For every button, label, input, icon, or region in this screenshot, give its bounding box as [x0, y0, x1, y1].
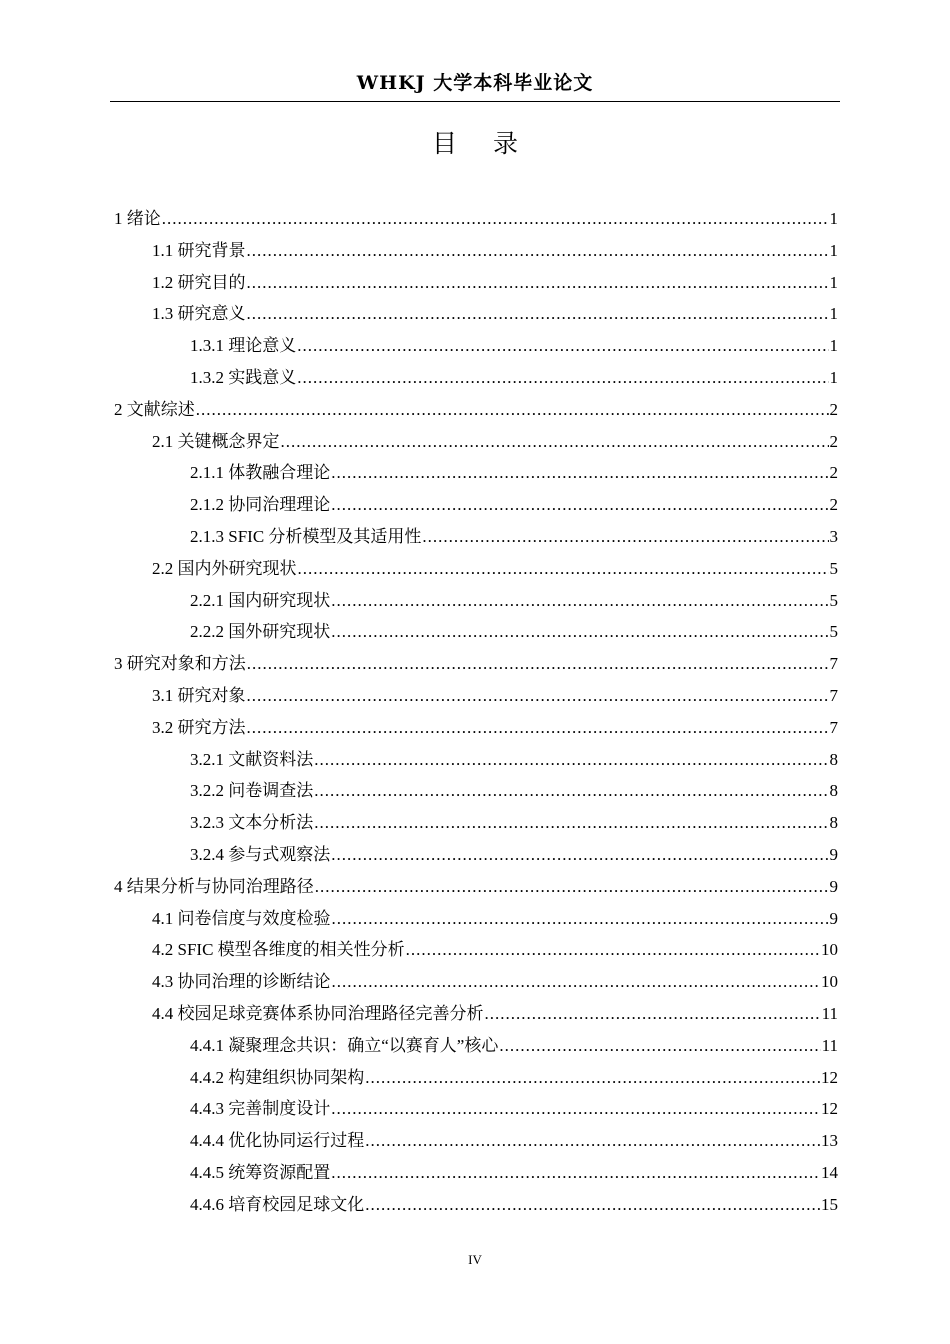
dot-leader: [485, 998, 821, 1030]
dot-leader: [315, 871, 829, 903]
toc-entry-page: 1: [829, 367, 838, 387]
toc-entry-page: 7: [829, 717, 838, 737]
toc-entry[interactable]: [114, 553, 838, 585]
toc-entry[interactable]: [114, 298, 838, 330]
toc-entry-title: 2.1.2 协同治理理论: [190, 495, 331, 515]
toc-entry-title: 4.4.4 优化协同运行过程: [190, 1131, 365, 1151]
toc-entry-page: 12: [821, 1067, 838, 1087]
toc-entry-page: 9: [829, 876, 838, 896]
toc-entry-page: 1: [829, 209, 838, 228]
page-title: 目 录: [432, 129, 532, 158]
toc-entry[interactable]: [114, 1157, 838, 1189]
toc-entry-title: 1.2 研究目的: [152, 272, 246, 292]
running-header: WHKJ 大学本科毕业论文: [356, 72, 594, 94]
toc-entry-title: 2.2.1 国内研究现状: [190, 590, 331, 610]
toc-entry-title: 2.1.3 SFIC 分析模型及其适用性: [190, 526, 422, 546]
table-of-contents: [114, 203, 838, 1221]
dot-leader: [365, 1125, 820, 1157]
dot-leader: [331, 585, 828, 617]
page-number: IV: [468, 1252, 482, 1267]
toc-entry-page: 2: [829, 495, 838, 515]
toc-entry[interactable]: [114, 489, 838, 521]
toc-entry-title: 4.4.2 构建组织协同架构: [190, 1067, 365, 1087]
header-divider: [110, 101, 840, 102]
toc-entry-title: 1.1 研究背景: [152, 240, 246, 260]
dot-leader: [365, 1189, 820, 1221]
toc-entry[interactable]: [114, 267, 838, 299]
dot-leader: [298, 553, 829, 585]
toc-entry[interactable]: [114, 712, 838, 744]
toc-entry-title: 4.4.5 统筹资源配置: [190, 1162, 331, 1182]
toc-entry[interactable]: [114, 362, 838, 394]
toc-entry[interactable]: [114, 871, 838, 903]
toc-entry-title: 1.3 研究意义: [152, 304, 246, 324]
toc-entry-title: 4.4.1 凝聚理念共识：确立“以赛育人”核心: [190, 1035, 499, 1055]
dot-leader: [331, 1093, 820, 1125]
toc-entry-title: 1.3.2 实践意义: [190, 367, 297, 387]
toc-entry[interactable]: [114, 648, 838, 680]
toc-entry[interactable]: [114, 775, 838, 807]
toc-entry[interactable]: [114, 330, 838, 362]
toc-entry[interactable]: [114, 839, 838, 871]
toc-entry[interactable]: [114, 1093, 838, 1125]
dot-leader: [247, 235, 829, 267]
dot-leader: [331, 616, 828, 648]
toc-entry-page: 7: [829, 685, 838, 705]
toc-entry-title: 4.1 问卷信度与效度检验: [152, 908, 331, 928]
dot-leader: [281, 426, 829, 458]
dot-leader: [331, 1157, 820, 1189]
dot-leader: [314, 807, 828, 839]
toc-entry-page: 10: [821, 940, 838, 960]
toc-entry-page: 13: [821, 1131, 838, 1151]
toc-entry-title: 2.2 国内外研究现状: [152, 558, 297, 578]
toc-entry[interactable]: [114, 744, 838, 776]
dot-leader: [247, 648, 829, 680]
toc-entry-title: 4.4.3 完善制度设计: [190, 1099, 331, 1119]
toc-entry-page: 15: [821, 1194, 838, 1214]
dot-leader: [297, 362, 828, 394]
toc-entry-page: 9: [829, 844, 838, 864]
dot-leader: [331, 489, 828, 521]
toc-entry-page: 8: [829, 781, 838, 801]
toc-entry-title: 4.2 SFIC 模型各维度的相关性分析: [152, 940, 405, 960]
toc-entry-page: 2: [829, 399, 838, 419]
toc-entry-title: 1.3.1 理论意义: [190, 336, 297, 356]
toc-entry-page: 1: [829, 240, 838, 260]
toc-entry-title: 3.2.1 文献资料法: [190, 749, 314, 769]
toc-entry-title: 3.2.3 文本分析法: [190, 813, 314, 833]
dot-leader: [297, 330, 828, 362]
dot-leader: [406, 934, 820, 966]
toc-entry-page: 5: [829, 558, 838, 578]
toc-entry-title: 3.2.4 参与式观察法: [190, 844, 331, 864]
toc-entry-title: 2.2.2 国外研究现状: [190, 622, 331, 642]
toc-entry-title: 4.4.6 培育校园足球文化: [190, 1194, 365, 1214]
dot-leader: [332, 966, 821, 998]
toc-entry[interactable]: [114, 426, 838, 458]
dot-leader: [162, 203, 829, 235]
toc-entry[interactable]: [114, 235, 838, 267]
toc-entry[interactable]: [114, 394, 838, 426]
toc-entry[interactable]: [114, 1030, 838, 1062]
dot-leader: [332, 903, 829, 935]
dot-leader: [331, 839, 828, 871]
toc-entry-title: 1 绪论: [114, 209, 161, 228]
toc-entry-page: 3: [829, 526, 838, 546]
toc-entry-title: 2 文献综述: [114, 399, 195, 419]
toc-entry-page: 12: [821, 1099, 838, 1119]
toc-entry-page: 1: [829, 304, 838, 324]
dot-leader: [196, 394, 829, 426]
toc-entry[interactable]: [114, 203, 838, 235]
toc-entry[interactable]: [114, 807, 838, 839]
toc-entry-page: 5: [829, 622, 838, 642]
toc-entry-title: 3.1 研究对象: [152, 685, 246, 705]
toc-entry-page: 1: [829, 336, 838, 356]
toc-entry[interactable]: [114, 998, 838, 1030]
toc-entry-page: 1: [829, 272, 838, 292]
dot-leader: [247, 267, 829, 299]
toc-entry[interactable]: [114, 680, 838, 712]
toc-entry[interactable]: [114, 1189, 838, 1221]
dot-leader: [365, 1062, 820, 1094]
toc-entry[interactable]: [114, 616, 838, 648]
toc-entry[interactable]: [114, 934, 838, 966]
dot-leader: [247, 680, 829, 712]
toc-entry-title: 4.4 校园足球竞赛体系协同治理路径完善分析: [152, 1003, 484, 1023]
toc-entry[interactable]: [114, 1062, 838, 1094]
toc-entry-title: 4.3 协同治理的诊断结论: [152, 972, 331, 992]
toc-entry[interactable]: [114, 1125, 838, 1157]
dot-leader: [247, 712, 829, 744]
toc-entry[interactable]: [114, 903, 838, 935]
toc-entry-title: 3.2.2 问卷调查法: [190, 781, 314, 801]
toc-entry-page: 11: [821, 1035, 838, 1055]
toc-entry-title: 3.2 研究方法: [152, 717, 246, 737]
dot-leader: [314, 775, 828, 807]
toc-entry-page: 8: [829, 749, 838, 769]
toc-entry-page: 14: [821, 1162, 838, 1182]
toc-entry-page: 8: [829, 813, 838, 833]
toc-entry[interactable]: [114, 585, 838, 617]
dot-leader: [314, 744, 828, 776]
toc-entry-page: 9: [829, 908, 838, 928]
toc-entry-page: 2: [829, 463, 838, 483]
toc-entry[interactable]: [114, 457, 838, 489]
dot-leader: [422, 521, 828, 553]
toc-entry-title: 3 研究对象和方法: [114, 654, 246, 674]
dot-leader: [499, 1030, 820, 1062]
dot-leader: [331, 457, 828, 489]
toc-entry-page: 2: [829, 431, 838, 451]
toc-entry-page: 11: [821, 1003, 838, 1023]
toc-entry[interactable]: [114, 966, 838, 998]
toc-entry-page: 10: [821, 972, 838, 992]
toc-entry[interactable]: [114, 521, 838, 553]
toc-entry-title: 2.1.1 体教融合理论: [190, 463, 331, 483]
toc-entry-page: 5: [829, 590, 838, 610]
toc-entry-title: 2.1 关键概念界定: [152, 431, 280, 451]
dot-leader: [247, 298, 829, 330]
toc-entry-page: 7: [829, 654, 838, 674]
toc-entry-title: 4 结果分析与协同治理路径: [114, 876, 314, 896]
